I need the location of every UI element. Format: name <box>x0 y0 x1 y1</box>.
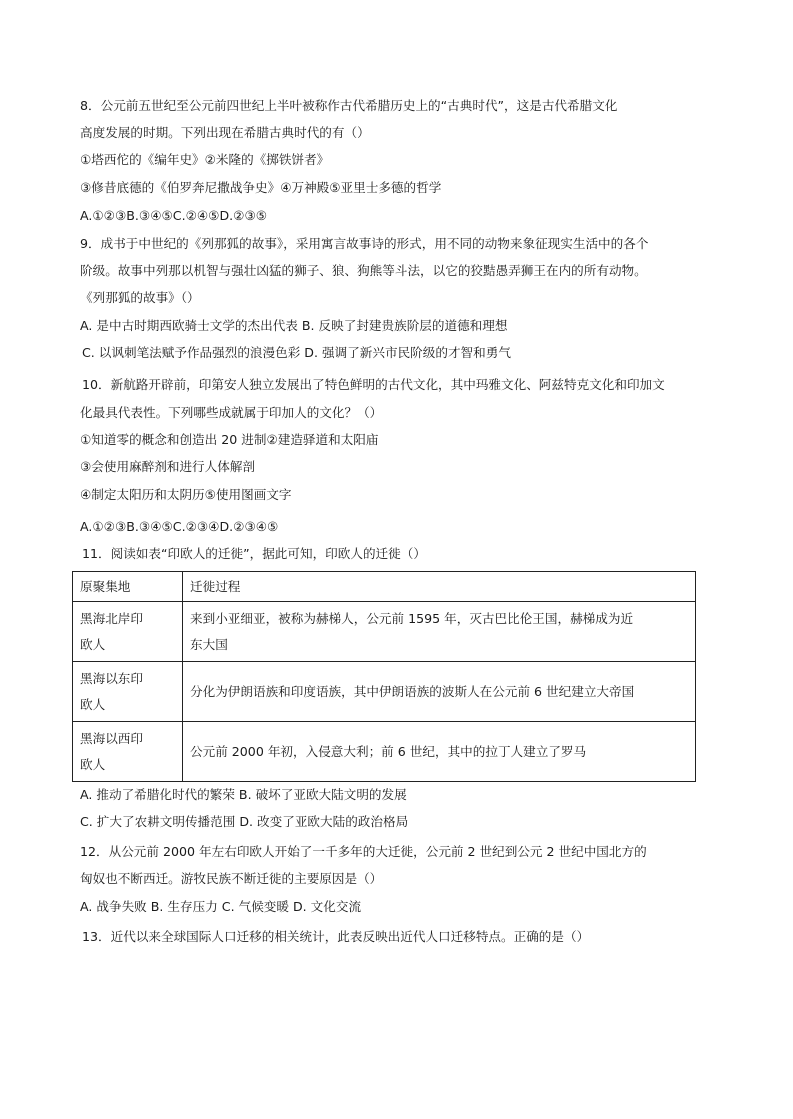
q10-items-line2: ③会使用麻醉剂和进行人体解剖 <box>80 459 256 474</box>
process-line2: 东大国 <box>190 636 228 652</box>
table-header-process: 迁徙过程 <box>183 572 696 602</box>
q10-stem-line2: 化最具代表性。下列哪些成就属于印加人的文化？（） <box>80 405 383 420</box>
table-cell-origin <box>73 602 183 662</box>
table-cell-process <box>183 662 696 722</box>
q11-stem: 11．阅读如表“印欧人的迁徙”，据此可知，印欧人的迁徙（） <box>82 546 426 561</box>
origin-line1: 黑海以东印 <box>80 670 143 686</box>
q11-options-line2: C. 扩大了农耕文明传播范围 D. 改变了亚欧大陆的政治格局 <box>80 814 409 829</box>
q11-options-line1: A. 推动了希腊化时代的繁荣 B. 破坏了亚欧大陆文明的发展 <box>80 787 407 802</box>
q12-options: A. 战争失败 B. 生存压力 C. 气候变暖 D. 文化交流 <box>80 899 362 914</box>
table-cell-origin <box>73 662 183 722</box>
q10-items-line1: ①知道零的概念和创造出 20 进制②建造驿道和太阳庙 <box>80 432 379 447</box>
table-cell-origin <box>73 722 183 782</box>
q9-options-line1: A. 是中古时期西欧骑士文学的杰出代表 B. 反映了封建贵族阶层的道德和理想 <box>80 318 508 333</box>
table-row <box>73 662 696 722</box>
q8-stem-line2: 高度发展的时期。下列出现在希腊古典时代的有（） <box>80 125 370 140</box>
table-cell-process <box>183 602 696 662</box>
origin-line1: 黑海以西印 <box>80 730 143 746</box>
origin-line2: 欧人 <box>80 696 106 712</box>
q8-options: A.①②③B.③④⑤C.②④⑤D.②③⑤ <box>80 208 268 223</box>
q12-stem-line2: 匈奴也不断西迁。游牧民族不断迁徙的主要原因是（） <box>80 871 383 886</box>
q9-stem-line3: 《列那狐的故事》（） <box>80 290 200 305</box>
q9-options-line2: C. 以讽刺笔法赋予作品强烈的浪漫色彩 D. 强调了新兴市民阶级的才智和勇气 <box>82 345 511 360</box>
migration-table <box>72 571 696 782</box>
q12-stem-line1: 12．从公元前 2000 年左右印欧人开始了一千多年的大迁徙，公元前 2 世纪到公元 2 世纪中国北方的 <box>80 844 647 859</box>
q8-stem-line1: 8．公元前五世纪至公元前四世纪上半叶被称作古代希腊历史上的“古典时代”，这是古代希腊文化 <box>80 98 618 113</box>
table-header-origin: 原聚集地 <box>73 572 183 602</box>
origin-line2: 欧人 <box>80 756 106 772</box>
q13-stem: 13．近代以来全球国际人口迁移的相关统计，此表反映出近代人口迁移特点。正确的是（） <box>82 929 590 944</box>
q9-stem-line2: 阶级。故事中列那以机智与强壮凶猛的狮子、狼、狗熊等斗法，以它的狡黠愚弄狮王在内的所有动物。 <box>80 263 647 278</box>
process-line1: 公元前 2000 年初，入侵意大利；前 6 世纪，其中的拉丁人建立了罗马 <box>190 743 587 759</box>
origin-line2: 欧人 <box>80 636 106 652</box>
table-row <box>73 722 696 782</box>
process-line1: 分化为伊朗语族和印度语族，其中伊朗语族的波斯人在公元前 6 世纪建立大帝国 <box>190 683 635 699</box>
table-header-row <box>73 572 696 602</box>
q8-items-line2: ③修昔底德的《伯罗奔尼撒战争史》④万神殿⑤亚里士多德的哲学 <box>80 180 442 195</box>
q9-stem-line1: 9．成书于中世纪的《列那狐的故事》，采用寓言故事诗的形式，用不同的动物来象征现实生活中的各个 <box>80 236 649 251</box>
table-cell-process <box>183 722 696 782</box>
q10-items-line3: ④制定太阳历和太阴历⑤使用图画文字 <box>80 487 292 502</box>
table-row <box>73 602 696 662</box>
q10-stem-line1: 10．新航路开辟前，印第安人独立发展出了特色鲜明的古代文化，其中玛雅文化、阿兹特克文化和印加文 <box>82 377 665 392</box>
q10-options: A.①②③B.③④⑤C.②③④D.②③④⑤ <box>80 519 279 534</box>
origin-line1: 黑海北岸印 <box>80 610 143 626</box>
process-line1: 来到小亚细亚，被称为赫梯人，公元前 1595 年，灭古巴比伦王国，赫梯成为近 <box>190 610 634 626</box>
q8-items-line1: ①塔西佗的《编年史》②米隆的《掷铁饼者》 <box>80 152 330 167</box>
